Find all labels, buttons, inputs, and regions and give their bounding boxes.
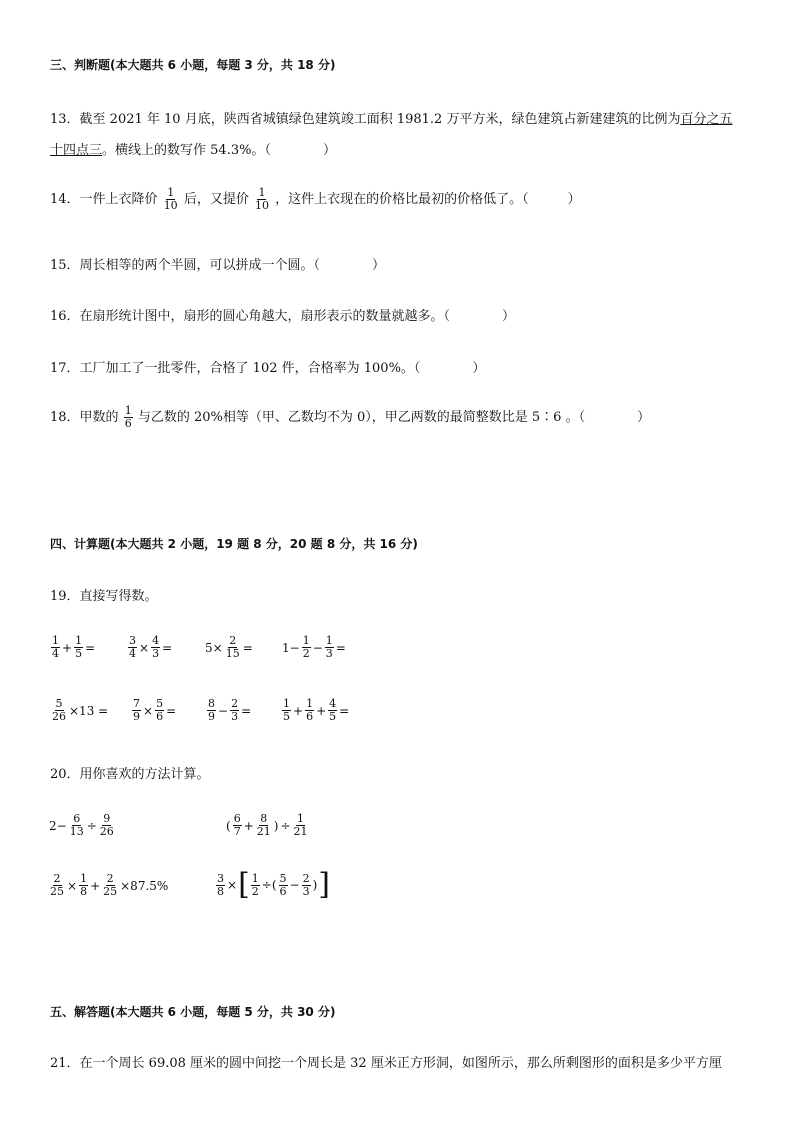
q18-text-pre: 18．甲数的 bbox=[50, 410, 119, 425]
numerator: 6 bbox=[233, 812, 241, 825]
question-21: 21．在一个周长 69.08 厘米的圆中间挖一个周长是 32 厘米正方形洞，如图所示，那么所剩图形的面积是多少平方厘 bbox=[50, 1056, 722, 1071]
operator: 5× bbox=[205, 640, 223, 655]
denominator: 5 bbox=[283, 710, 290, 723]
numerator: 1 bbox=[52, 634, 59, 647]
operator: 1− bbox=[282, 640, 300, 655]
numerator: 6 bbox=[73, 812, 81, 825]
numerator: 1 bbox=[283, 697, 290, 710]
fraction bbox=[69, 813, 85, 838]
calc-20-2 bbox=[225, 813, 310, 838]
numerator: 8 bbox=[208, 697, 215, 710]
fraction bbox=[302, 635, 311, 660]
q18-text-post: 与乙数的 20%相等（甲、乙数均不为 0），甲乙两数的最简整数比是 5∶6 。（ ） bbox=[137, 410, 651, 425]
q14-text-post: ，这件上衣现在的价格比最初的价格低了。（ ） bbox=[275, 192, 581, 207]
fraction bbox=[328, 698, 337, 723]
operator: + bbox=[90, 878, 101, 893]
q13-text: 13．截至 2021 年 10 月底，陕西省城镇绿色建筑竣工面积 1981.2 万平方米，绿色建筑占新建建筑的比例为 bbox=[50, 112, 681, 127]
fraction bbox=[151, 635, 160, 660]
fraction bbox=[155, 698, 164, 723]
q18-fraction bbox=[124, 405, 133, 430]
denominator: 9 bbox=[133, 710, 140, 723]
denominator: 10 bbox=[254, 199, 269, 212]
numerator: 4 bbox=[152, 634, 160, 647]
equals: = bbox=[85, 640, 96, 655]
fraction bbox=[305, 698, 314, 723]
operator: ×87.5% bbox=[120, 878, 169, 893]
denominator: 6 bbox=[306, 710, 314, 723]
numerator: 2 bbox=[53, 872, 61, 885]
question-18 bbox=[50, 405, 650, 430]
numerator: 1 bbox=[297, 812, 304, 825]
equals: = bbox=[166, 703, 177, 718]
operator: + bbox=[243, 818, 254, 833]
fraction bbox=[128, 635, 137, 660]
q14-fraction-1 bbox=[163, 187, 179, 212]
fraction bbox=[51, 698, 67, 723]
q13-underlined-1: 百分之五 bbox=[680, 112, 733, 127]
calc-20-1 bbox=[48, 813, 116, 838]
denominator: 6 bbox=[279, 884, 287, 898]
calc-19-6 bbox=[131, 698, 177, 723]
fraction bbox=[74, 635, 83, 660]
denominator: 26 bbox=[99, 825, 114, 838]
numerator: 2 bbox=[229, 634, 237, 647]
denominator: 13 bbox=[69, 825, 84, 838]
denominator: 7 bbox=[233, 825, 241, 838]
denominator: 9 bbox=[208, 710, 215, 723]
left-bracket: [ bbox=[238, 867, 250, 902]
calc-19-1 bbox=[50, 635, 96, 660]
numerator: 1 bbox=[302, 634, 310, 647]
right-bracket: ] bbox=[318, 867, 330, 902]
operator: × bbox=[139, 640, 150, 655]
operator: 2− bbox=[49, 818, 67, 833]
fraction bbox=[230, 698, 239, 723]
denominator: 25 bbox=[103, 885, 118, 898]
denominator: 3 bbox=[152, 647, 160, 660]
fraction bbox=[207, 698, 216, 723]
equals: = bbox=[242, 640, 253, 655]
question-13-line2 bbox=[50, 139, 336, 158]
calc-19-5 bbox=[50, 698, 109, 723]
q14-text-pre: 14．一件上衣降价 bbox=[50, 192, 158, 207]
equals: = bbox=[339, 703, 350, 718]
question-16: 16．在扇形统计图中，扇形的圆心角越大，扇形表示的数量就越多。（ ） bbox=[50, 309, 516, 324]
denominator: 21 bbox=[293, 825, 308, 838]
q13-text-2: 。横线上的数写作 54.3%。（ ） bbox=[102, 143, 336, 158]
fraction bbox=[233, 813, 242, 838]
calc-19-4 bbox=[281, 635, 347, 660]
denominator: 2 bbox=[251, 884, 259, 898]
operator: − bbox=[312, 640, 323, 655]
fraction bbox=[282, 698, 291, 723]
paren: ) bbox=[273, 818, 279, 833]
calc-19-3 bbox=[204, 635, 254, 660]
q14-fraction-2 bbox=[254, 187, 270, 212]
operator: × bbox=[143, 703, 154, 718]
operator: ÷ bbox=[86, 818, 97, 833]
section-3-title: 三、判断题(本大题共 6 小题，每题 3 分，共 18 分) bbox=[50, 58, 336, 72]
denominator: 2 bbox=[302, 647, 310, 660]
section-4-title: 四、计算题(本大题共 2 小题，19 题 8 分，20 题 8 分，共 16 分) bbox=[50, 537, 418, 551]
operator: × bbox=[227, 878, 238, 892]
numerator: 1 bbox=[325, 634, 333, 647]
fraction bbox=[325, 635, 334, 660]
fraction bbox=[102, 873, 118, 898]
calc-20-3 bbox=[48, 873, 169, 898]
fraction bbox=[216, 873, 225, 898]
numerator: 1 bbox=[251, 871, 259, 885]
denominator: 3 bbox=[325, 647, 333, 660]
fraction bbox=[79, 873, 88, 898]
equals: = bbox=[162, 640, 173, 655]
fraction bbox=[225, 635, 241, 660]
denominator: 5 bbox=[329, 710, 337, 723]
denominator: 26 bbox=[52, 710, 66, 723]
denominator: 4 bbox=[52, 647, 59, 660]
numerator: 1 bbox=[80, 872, 88, 885]
question-13-line1 bbox=[50, 108, 732, 127]
numerator: 9 bbox=[103, 812, 111, 825]
paren: ) bbox=[312, 878, 318, 892]
paren: ( bbox=[226, 818, 231, 833]
operator: × bbox=[67, 878, 78, 893]
denominator: 21 bbox=[256, 825, 271, 838]
equals: = bbox=[241, 703, 252, 718]
denominator: 25 bbox=[50, 885, 64, 898]
operator: ÷( bbox=[261, 878, 277, 892]
numerator: 2 bbox=[302, 871, 310, 885]
numerator: 4 bbox=[329, 697, 337, 710]
question-14 bbox=[50, 187, 581, 212]
denominator: 6 bbox=[156, 710, 164, 723]
fraction bbox=[302, 873, 311, 898]
calc-20-4 bbox=[215, 867, 330, 902]
numerator: 2 bbox=[231, 697, 239, 710]
fraction bbox=[256, 813, 272, 838]
denominator: 4 bbox=[129, 647, 136, 660]
q13-underlined-2: 十四点三 bbox=[50, 143, 103, 158]
fraction bbox=[49, 873, 65, 898]
numerator: 5 bbox=[156, 697, 164, 710]
fraction bbox=[293, 813, 309, 838]
numerator: 1 bbox=[306, 697, 314, 710]
numerator: 1 bbox=[258, 186, 266, 199]
equals: = bbox=[335, 640, 346, 655]
operator: + bbox=[293, 703, 304, 718]
numerator: 7 bbox=[133, 697, 140, 710]
fraction bbox=[279, 873, 288, 898]
numerator: 5 bbox=[279, 871, 287, 885]
denominator: 3 bbox=[231, 710, 239, 723]
question-17: 17．工厂加工了一批零件，合格了 102 件，合格率为 100%。（ ） bbox=[50, 361, 486, 376]
numerator: 5 bbox=[55, 697, 63, 710]
denominator: 8 bbox=[80, 885, 88, 898]
numerator: 3 bbox=[217, 871, 224, 885]
fraction bbox=[99, 813, 115, 838]
question-19: 19．直接写得数。 bbox=[50, 589, 158, 604]
operator: − bbox=[289, 878, 300, 892]
numerator: 2 bbox=[106, 872, 114, 885]
numerator: 1 bbox=[75, 634, 83, 647]
fraction bbox=[132, 698, 141, 723]
operator: + bbox=[316, 703, 327, 718]
denominator: 15 bbox=[225, 647, 240, 660]
question-20: 20．用你喜欢的方法计算。 bbox=[50, 767, 210, 782]
denominator: 8 bbox=[217, 884, 224, 898]
calc-19-8 bbox=[281, 698, 350, 723]
denominator: 10 bbox=[163, 199, 178, 212]
operator: + bbox=[62, 640, 73, 655]
operator: ×13 = bbox=[69, 703, 109, 718]
numerator: 1 bbox=[124, 404, 132, 417]
operator: − bbox=[218, 703, 229, 718]
denominator: 6 bbox=[124, 417, 132, 430]
denominator: 5 bbox=[75, 647, 83, 660]
q14-text-mid: 后，又提价 bbox=[183, 192, 249, 207]
operator: ÷ bbox=[280, 818, 291, 833]
section-5-title: 五、解答题(本大题共 6 小题，每题 5 分，共 30 分) bbox=[50, 1005, 336, 1019]
denominator: 3 bbox=[302, 884, 310, 898]
fraction bbox=[251, 873, 260, 898]
numerator: 3 bbox=[129, 634, 136, 647]
calc-19-7 bbox=[206, 698, 252, 723]
numerator: 1 bbox=[167, 186, 175, 199]
fraction bbox=[51, 635, 60, 660]
numerator: 8 bbox=[260, 812, 268, 825]
question-15: 15．周长相等的两个半圆，可以拼成一个圆。（ ） bbox=[50, 258, 386, 273]
calc-19-2 bbox=[127, 635, 173, 660]
